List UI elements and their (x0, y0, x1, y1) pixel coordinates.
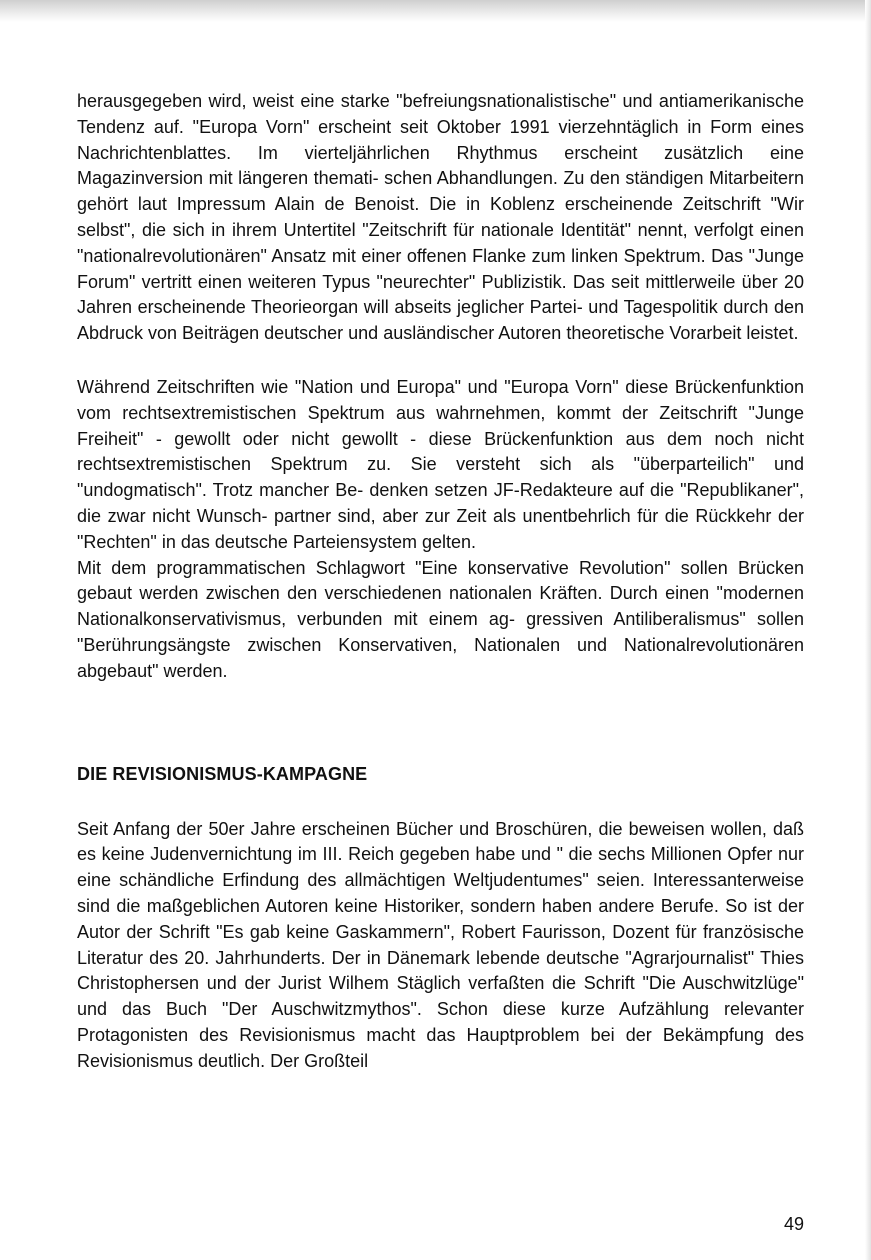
scan-top-edge (0, 0, 871, 22)
paragraph-bridge-function: Während Zeitschriften wie "Nation und Europa" und "Europa Vorn" diese Brückenfunktion vom rechtsextremistischen Spektrum aus wahrnehmen, kommt der Zeitschrift "Junge Freiheit" - gewollt oder nicht gewollt - diese Brückenfunktion aus dem noch nicht rechtsextremistischen Spektrum zu. Sie versteht sich als "überparteilich" und "undogmatisch". Trotz mancher Be- denken setzen JF-Redakteure auf die "Republikaner", die zwar nicht Wunsch- partner sind, aber zur Zeit als unentbehrlich für die Rückkehr der "Rechten" in das deutsche Parteiensystem gelten. (77, 376, 804, 552)
paragraph-revisionism: Seit Anfang der 50er Jahre erscheinen Bücher und Broschüren, die beweisen wollen, daß es keine Judenvernichtung im III. Reich gegeben habe und " die sechs Millionen Opfer nur eine schändliche Erfindung des allmächtigen Weltjudentumes" seien. Interessanterweise sind die maßgeblichen Autoren keine Historiker, sondern haben andere Berufe. So ist der Autor der Schrift "Es gab keine Gaskammern", Robert Faurisson, Dozent für französische Literatur des 20. Jahrhunderts. Der in Dänemark lebende deutsche "Agrarjournalist" Thies Christophersen und der Jurist Wilhem Stäglich verfaßten die Schrift "Die Auschwitzlüge" und das Buch "Der Auschwitzmythos". Schon diese kurze Aufzählung relevanter Protagonisten des Revisionismus macht das Hauptproblem bei der Bekämpfung des Revisionismus deutlich. Der Großteil (77, 818, 804, 1071)
page-number: 49 (783, 1214, 804, 1234)
paragraph-publications: herausgegeben wird, weist eine starke "befreiungsnationalistische" und antiamerikanische Tendenz auf. "Europa Vorn" erscheint seit Oktober 1991 vierzehntäglich in Form eines Nachrichtenblattes. Im vierteljährlichen Rhythmus erscheint zusätzlich eine Magazinversion mit längeren themati- schen Abhandlungen. Zu den ständigen Mitarbeitern gehört laut Impressum Alain de Benoist. Die in Koblenz erscheinende Zeitschrift "Wir selbst", die sich in ihrem Untertitel "Zeitschrift für nationale Identität" nennt, verfolgt einen "nationalrevolutionären" Ansatz mit einer offenen Flanke zum linken Spektrum. Das "Junge Forum" vertritt einen weiteren Typus "neurechter" Publizistik. Das seit mittlerweile über 20 Jahren erscheinende Theorieorgan will abseits jeglicher Partei- und Tagespolitik durch den Abdruck von Beiträgen deutscher und ausländischer Autoren theoretische Vorarbeit leistet. (77, 91, 804, 344)
heading-spacer (77, 787, 804, 817)
section-heading: DIE REVISIONISMUS-KAMPAGNE (77, 763, 368, 784)
paragraph-conservative-revolution: Mit dem programmatischen Schlagwort "Eine konservative Revolution" sollen Brücken gebaut werden zwischen den verschiedenen nationalen Kräften. Durch einen "modernen Nationalkonservativismus, verbunden mit einem ag- gressiven Antiliberalismus" sollen "Berührungsängste zwischen Konservativen, Nationalen und Nationalrevolutionären abgebaut" werden. (77, 557, 804, 681)
document-page (77, 89, 804, 1075)
paragraph-spacer (77, 347, 804, 375)
section-spacer (77, 685, 804, 761)
scan-right-edge (865, 0, 871, 1260)
